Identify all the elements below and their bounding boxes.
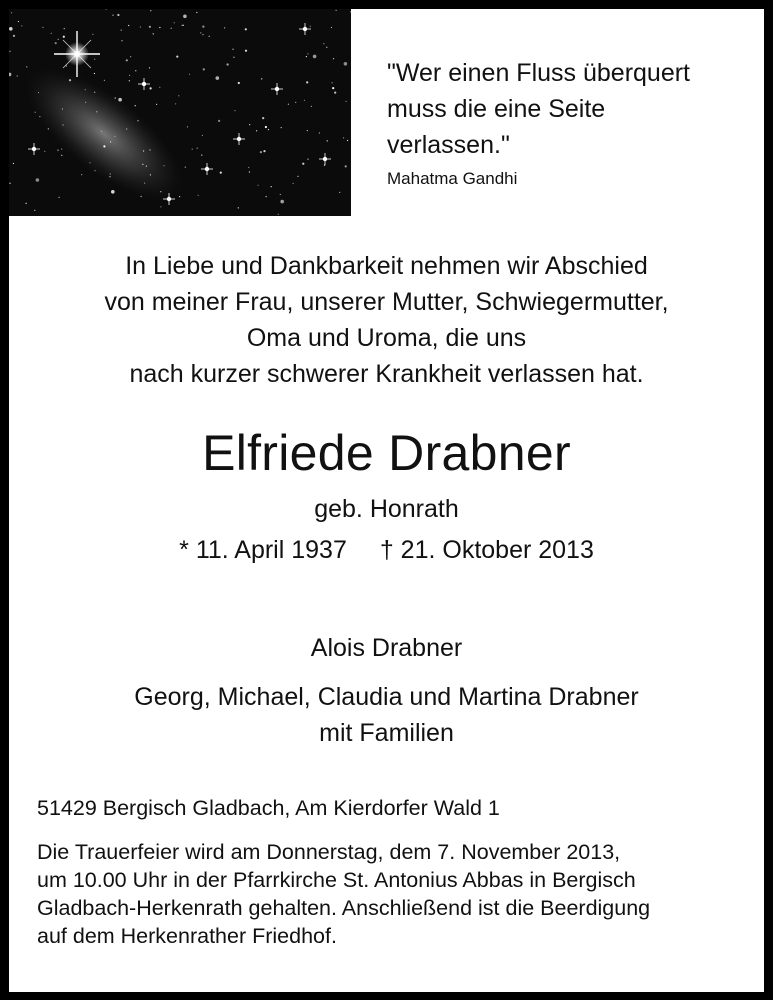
star [326, 47, 327, 48]
star [9, 27, 13, 31]
star [306, 56, 307, 57]
star [114, 136, 115, 137]
star [176, 56, 178, 58]
star [288, 104, 289, 105]
star [224, 27, 225, 28]
star [110, 173, 111, 174]
star [150, 10, 151, 11]
star [44, 151, 45, 152]
quote-line: muss die eine Seite [387, 95, 606, 123]
star [280, 194, 281, 195]
farewell-line: nach kurzer schwerer Krankheit verlassen hat. [129, 360, 644, 388]
star [115, 97, 116, 98]
star [347, 140, 348, 141]
star [149, 26, 151, 28]
maiden-name: geb. Honrath [314, 495, 459, 523]
star [159, 27, 160, 28]
star [94, 170, 95, 171]
star [149, 67, 150, 68]
star [112, 15, 113, 16]
star [216, 76, 220, 80]
star [174, 22, 175, 23]
star [265, 126, 267, 128]
star [304, 100, 305, 101]
star [94, 73, 95, 74]
star [26, 203, 27, 204]
star [135, 105, 136, 106]
star [183, 15, 187, 19]
star [200, 32, 201, 33]
star [160, 206, 161, 207]
star [307, 53, 308, 54]
star [150, 87, 152, 89]
star [13, 35, 15, 37]
farewell-line: In Liebe und Dankbarkeit nehmen wir Abschied [125, 252, 648, 280]
star [233, 57, 234, 58]
farewell-line: Oma und Uroma, die uns [246, 324, 527, 352]
star [81, 174, 82, 175]
star [101, 131, 102, 132]
star [9, 183, 10, 184]
star [249, 124, 250, 125]
star [143, 150, 144, 151]
star [146, 166, 147, 167]
star [121, 30, 122, 31]
funeral-line: Gladbach-Herkenrath gehalten. Anschließend ist die Beerdigung [37, 896, 651, 920]
star [227, 63, 229, 65]
star [261, 78, 262, 79]
star [202, 135, 203, 136]
star [55, 42, 57, 44]
star [89, 162, 90, 163]
star [142, 164, 143, 165]
star [307, 159, 308, 160]
star [249, 171, 250, 172]
star [150, 174, 151, 175]
quote-line: verlassen." [387, 131, 510, 159]
star [266, 196, 267, 197]
funeral-line: auf dem Herkenrather Friedhof. [37, 924, 337, 948]
death-cross-icon: † [379, 536, 394, 564]
death-date: 21. Oktober 2013 [400, 536, 594, 564]
star [171, 28, 172, 29]
star [144, 183, 145, 184]
farewell-line: von meiner Frau, unserer Mutter, Schwiegermutter, [104, 288, 669, 316]
star [297, 176, 298, 177]
birth-date: 11. April 1937 [195, 536, 347, 564]
farewell-text [20, 248, 753, 392]
star [94, 59, 95, 60]
star [61, 155, 62, 156]
star [196, 12, 197, 13]
star [153, 33, 154, 34]
star [331, 27, 332, 28]
star [126, 128, 127, 129]
star [332, 87, 334, 89]
star [187, 126, 188, 127]
star [156, 104, 157, 105]
star [111, 190, 115, 194]
star [262, 117, 264, 119]
star [117, 14, 119, 16]
star [128, 25, 129, 26]
star [201, 155, 202, 156]
spouse-name: Alois Drabner [310, 634, 463, 662]
star [295, 102, 296, 103]
star [26, 66, 27, 67]
star [332, 82, 333, 83]
star [220, 172, 222, 174]
star [110, 141, 111, 142]
deceased-name: Elfriede Drabner [202, 425, 571, 481]
star [258, 185, 259, 186]
star [311, 106, 312, 107]
star [202, 26, 204, 28]
star [17, 75, 18, 76]
star [245, 28, 247, 30]
star [192, 149, 193, 150]
star [129, 80, 130, 81]
funeral-line: Die Trauerfeier wird am Donnerstag, dem 7. November 2013, [37, 840, 621, 864]
star [323, 43, 324, 44]
star [182, 25, 183, 26]
star [345, 165, 347, 167]
star [61, 149, 62, 150]
star [39, 116, 40, 117]
funeral-details [37, 838, 757, 950]
star [48, 128, 49, 129]
star [137, 120, 138, 121]
star [278, 214, 279, 215]
star [198, 195, 199, 196]
star [343, 137, 344, 138]
star [140, 26, 141, 27]
gandhi-quote [387, 55, 757, 163]
star [313, 55, 317, 59]
star [263, 150, 265, 152]
star [306, 81, 308, 83]
star [42, 27, 43, 28]
star [13, 163, 14, 164]
star [92, 34, 93, 35]
star [59, 197, 60, 198]
star [69, 79, 71, 81]
star [179, 196, 180, 197]
star [164, 165, 165, 166]
star [126, 59, 128, 61]
birth-star-icon: * [179, 536, 189, 564]
star [38, 92, 39, 93]
star [51, 33, 52, 34]
star [232, 49, 233, 50]
star [94, 92, 95, 93]
star [121, 40, 122, 41]
quote-line: "Wer einen Fluss überquert [387, 59, 691, 87]
funeral-line: um 10.00 Uhr in der Pfarrkirche St. Antonius Abbas in Bergisch [37, 868, 636, 892]
address: 51429 Bergisch Gladbach, Am Kierdorfer Wald 1 [37, 796, 500, 820]
star [307, 130, 308, 131]
star [129, 75, 130, 76]
star [268, 129, 269, 130]
star [64, 28, 65, 29]
star [21, 25, 22, 26]
starfield-comet-photo [9, 9, 351, 216]
children-names: Georg, Michael, Claudia und Martina Drabner [134, 683, 639, 711]
star [85, 102, 86, 103]
star [203, 68, 205, 70]
star [85, 89, 86, 90]
star [34, 210, 35, 211]
star [18, 21, 19, 22]
star [135, 70, 136, 71]
star [197, 148, 198, 149]
star [104, 80, 105, 81]
star [175, 103, 176, 104]
life-dates [0, 534, 773, 566]
star [334, 92, 336, 94]
star [9, 51, 10, 52]
star [62, 124, 63, 125]
star [202, 34, 203, 35]
star [141, 196, 142, 197]
star [36, 178, 40, 182]
star [57, 150, 58, 151]
star [118, 98, 122, 102]
star [130, 56, 131, 57]
quote-author: Mahatma Gandhi [387, 169, 518, 188]
star [256, 130, 257, 131]
star [281, 127, 282, 128]
star [310, 26, 311, 27]
star [260, 151, 262, 153]
star [149, 149, 150, 150]
star [238, 207, 239, 208]
star [35, 112, 36, 113]
star [63, 36, 65, 38]
star [11, 12, 12, 13]
star [109, 176, 110, 177]
star [271, 186, 272, 187]
star [58, 39, 59, 40]
children-suffix: mit Familien [319, 719, 454, 747]
star [238, 82, 240, 84]
star [344, 62, 348, 66]
star [302, 163, 304, 165]
star [293, 183, 294, 184]
star [245, 50, 247, 52]
star [159, 87, 160, 88]
star [280, 200, 284, 204]
star [160, 191, 161, 192]
star [248, 167, 249, 168]
star [96, 111, 97, 112]
star [218, 120, 220, 122]
star [103, 145, 105, 147]
star [234, 110, 235, 111]
star [183, 25, 184, 26]
star [333, 58, 334, 59]
star [62, 108, 63, 109]
star [339, 192, 340, 193]
star [189, 74, 190, 75]
star [336, 10, 337, 11]
star [178, 95, 179, 96]
star [327, 140, 328, 141]
star [185, 167, 186, 168]
star [319, 132, 320, 133]
star [346, 101, 347, 102]
star [209, 36, 210, 37]
